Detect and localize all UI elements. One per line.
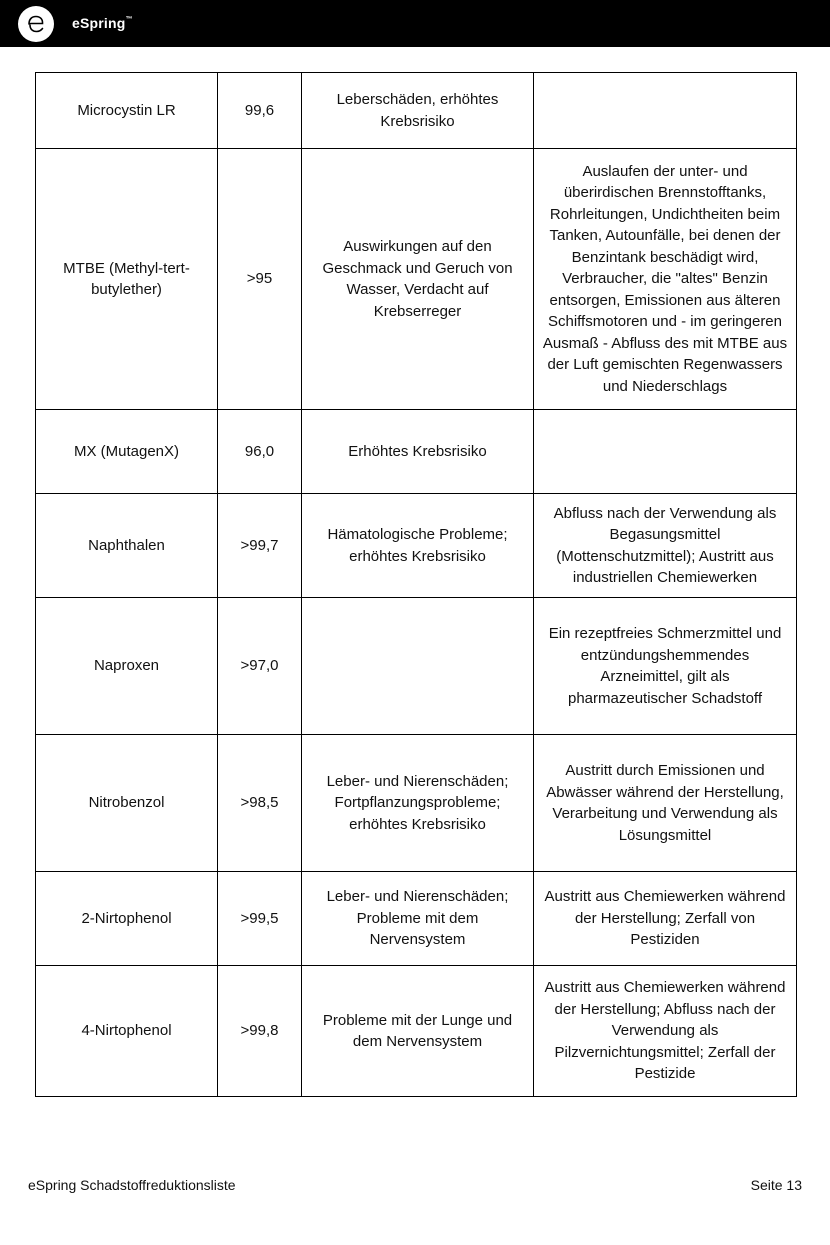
- reduction-cell: >98,5: [218, 735, 302, 872]
- sources-cell: Austritt aus Chemiewerken während der Herstellung; Zerfall von Pestiziden: [534, 872, 797, 966]
- footer-document-title: eSpring Schadstoffreduktionsliste: [28, 1177, 236, 1193]
- reduction-cell: >97,0: [218, 598, 302, 735]
- effects-cell: Probleme mit der Lunge und dem Nervensystem: [302, 966, 534, 1097]
- sources-cell: Ein rezeptfreies Schmerzmittel und entzündungshemmendes Arzneimittel, gilt als pharmazeutischer Schadstoff: [534, 598, 797, 735]
- effects-cell: Leber- und Nierenschäden; Fortpflanzungsprobleme; erhöhtes Krebsrisiko: [302, 735, 534, 872]
- substance-cell: Nitrobenzol: [36, 735, 218, 872]
- substance-cell: Naphthalen: [36, 494, 218, 598]
- brand-name: eSpring™: [72, 15, 133, 31]
- table-row: [36, 966, 797, 1097]
- sources-cell: Abfluss nach der Verwendung als Begasungsmittel (Mottenschutzmittel); Austritt aus industriellen Chemiewerken: [534, 494, 797, 598]
- reduction-cell: >99,8: [218, 966, 302, 1097]
- effects-cell: Erhöhtes Krebsrisiko: [302, 410, 534, 494]
- effects-cell: Leber- und Nierenschäden; Probleme mit dem Nervensystem: [302, 872, 534, 966]
- contaminant-table: [35, 72, 797, 1097]
- table-row: [36, 494, 797, 598]
- effects-cell: [302, 598, 534, 735]
- footer-page-number: Seite 13: [750, 1177, 802, 1193]
- reduction-cell: >99,7: [218, 494, 302, 598]
- table-row: [36, 735, 797, 872]
- table-row: [36, 73, 797, 149]
- substance-cell: MTBE (Methyl-tert-butylether): [36, 149, 218, 410]
- table-row: [36, 149, 797, 410]
- effects-cell: Hämatologische Probleme; erhöhtes Krebsrisiko: [302, 494, 534, 598]
- sources-cell: Austritt aus Chemiewerken während der Herstellung; Abfluss nach der Verwendung als Pilzvernichtungsmittel; Zerfall der Pestizide: [534, 966, 797, 1097]
- table-row: [36, 872, 797, 966]
- substance-cell: Naproxen: [36, 598, 218, 735]
- effects-cell: Auswirkungen auf den Geschmack und Geruch von Wasser, Verdacht auf Krebserreger: [302, 149, 534, 410]
- table-row: [36, 410, 797, 494]
- effects-cell: Leberschäden, erhöhtes Krebsrisiko: [302, 73, 534, 149]
- reduction-cell: >95: [218, 149, 302, 410]
- reduction-cell: 96,0: [218, 410, 302, 494]
- sources-cell: [534, 410, 797, 494]
- substance-cell: 2-Nirtophenol: [36, 872, 218, 966]
- reduction-cell: 99,6: [218, 73, 302, 149]
- sources-cell: Austritt durch Emissionen und Abwässer während der Herstellung, Verarbeitung und Verwendung als Lösungsmittel: [534, 735, 797, 872]
- sources-cell: [534, 73, 797, 149]
- table-row: [36, 598, 797, 735]
- espring-e-logo-icon: [18, 6, 54, 42]
- trademark-symbol: ™: [125, 16, 133, 23]
- sources-cell: Auslaufen der unter- und überirdischen Brennstofftanks, Rohrleitungen, Undichtheiten beim Tanken, Autounfälle, bei denen der Benzintank beschädigt wird, Verbraucher, die "altes" Benzin entsorgen, Emissionen aus älteren Schiffsmotoren und - im geringeren Ausmaß - Abfluss des mit MTBE aus der Luft gemischten Regenwassers und Niederschlags: [534, 149, 797, 410]
- substance-cell: Microcystin LR: [36, 73, 218, 149]
- substance-cell: MX (MutagenX): [36, 410, 218, 494]
- header-bar: [0, 0, 830, 47]
- reduction-cell: >99,5: [218, 872, 302, 966]
- substance-cell: 4-Nirtophenol: [36, 966, 218, 1097]
